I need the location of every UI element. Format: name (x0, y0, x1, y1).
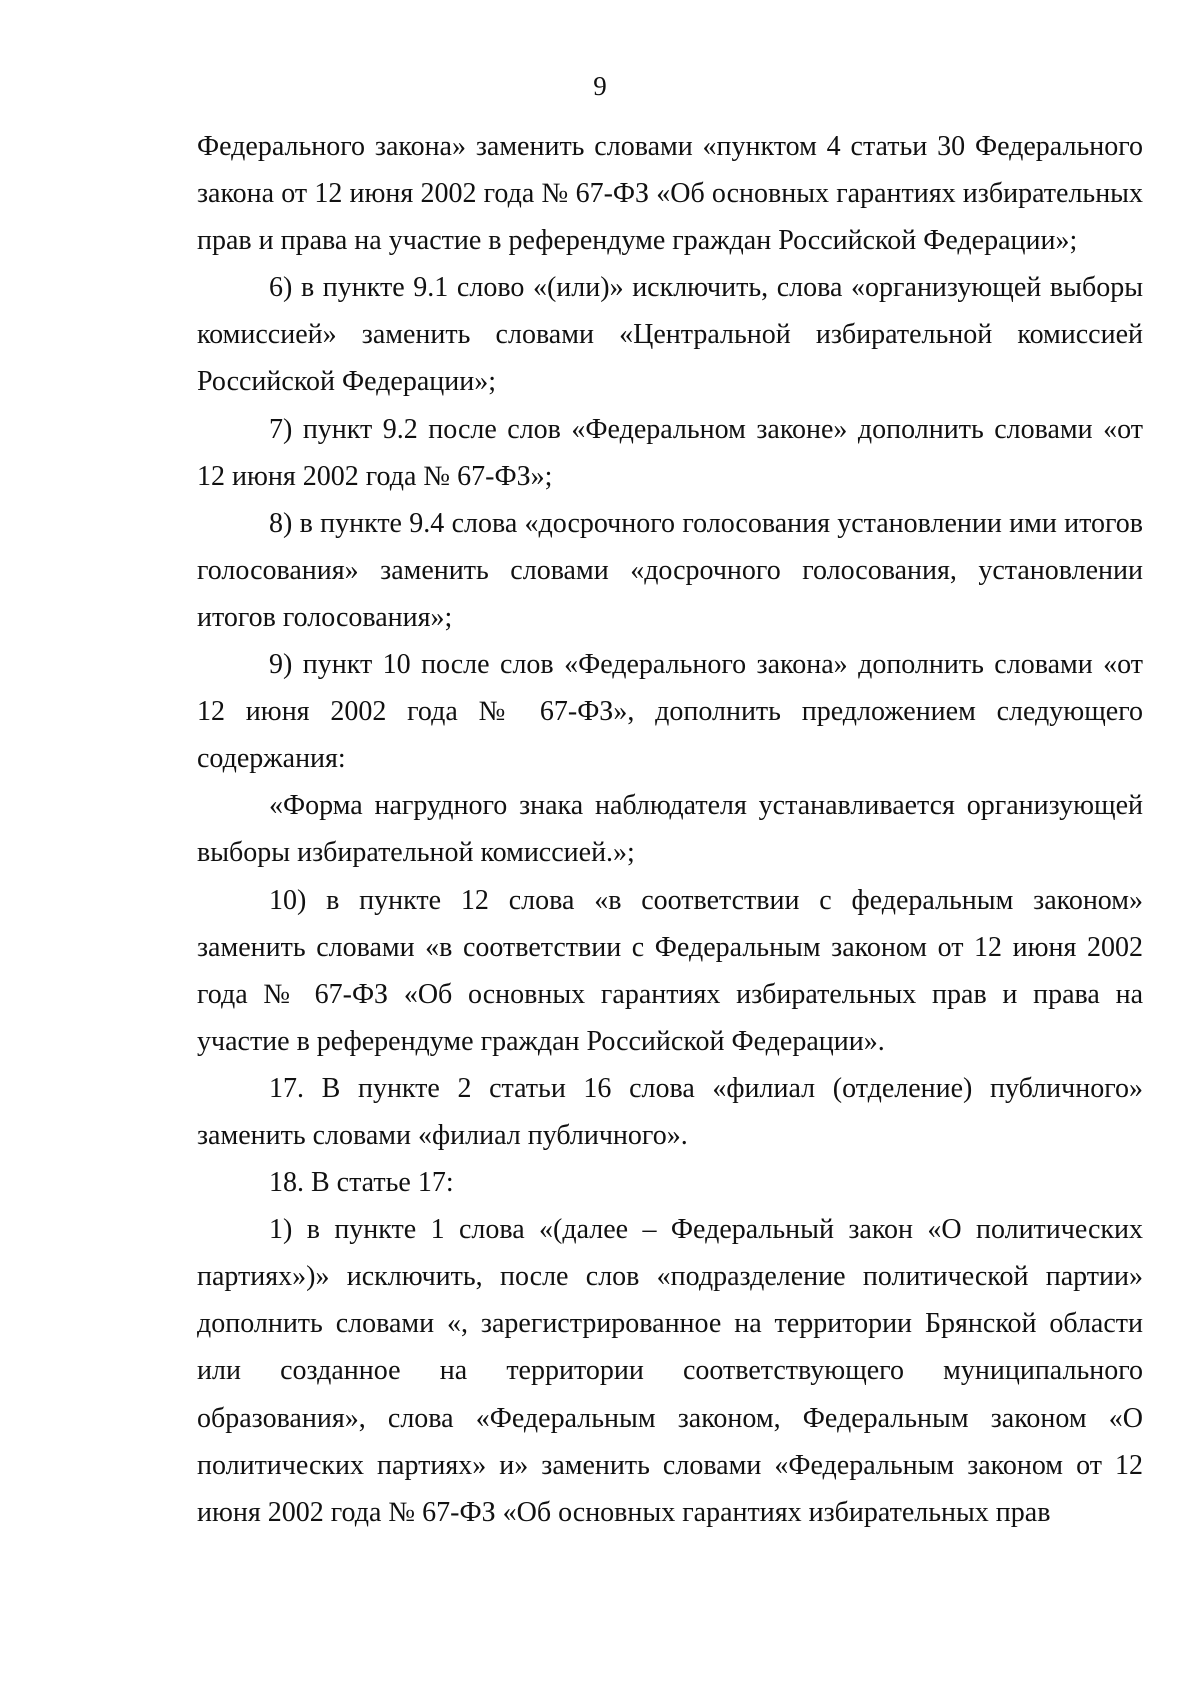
paragraph-item-6: 6) в пункте 9.1 слово «(или)» исключить, слова «организующей выборы комиссией» заменить словами «Центральной избирательной комиссией Российской Федерации»; (197, 272, 1143, 398)
document-body (197, 123, 1143, 1536)
paragraph-item-9: 9) пункт 10 после слов «Федерального закона» дополнить словами «от 12 июня 2002 года № 67-ФЗ», дополнить предложением следующего содержания: (197, 649, 1143, 775)
paragraph-continuation: Федерального закона» заменить словами «пунктом 4 статьи 30 Федерального закона от 12 июня 2002 года № 67-ФЗ «Об основных гарантиях избирательных прав и права на участие в референдуме граждан Российской Федерации»; (197, 131, 1143, 257)
paragraph-item-8: 8) в пункте 9.4 слова «досрочного голосования установлении ими итогов голосования» заменить словами «досрочного голосования, установлении итогов голосования»; (197, 507, 1143, 633)
paragraph-section-18: 18. В статье 17: (269, 1167, 454, 1199)
paragraph-quote: «Форма нагрудного знака наблюдателя устанавливается организующей выборы избирательной комиссией.»; (197, 790, 1143, 869)
paragraph-item-10: 10) в пункте 12 слова «в соответствии с федеральным законом» заменить словами «в соответствии с Федеральным законом от 12 июня 2002 года № 67-ФЗ «Об основных гарантиях избирательных прав и права на участие в референдуме граждан Российской Федерации». (197, 884, 1143, 1057)
paragraph-section-18-item-1: 1) в пункте 1 слова «(далее – Федеральный закон «О политических партиях»)» исключить, после слов «подразделение политической партии» дополнить словами «, зарегистрированное на территории Брянской области или созданное на территории соответствующего муниципального образования», слова «Федеральным законом, Федеральным законом «О политических партиях» и» заменить словами «Федеральным законом от 12 июня 2002 года № 67-ФЗ «Об основных гарантиях избирательных прав (197, 1214, 1143, 1528)
paragraph-item-7: 7) пункт 9.2 после слов «Федеральном законе» дополнить словами «от 12 июня 2002 года № 67-ФЗ»; (197, 413, 1143, 492)
page-number: 9 (593, 71, 607, 101)
paragraph-section-17: 17. В пункте 2 статьи 16 слова «филиал (отделение) публичного» заменить словами «филиал публичного». (197, 1072, 1143, 1151)
